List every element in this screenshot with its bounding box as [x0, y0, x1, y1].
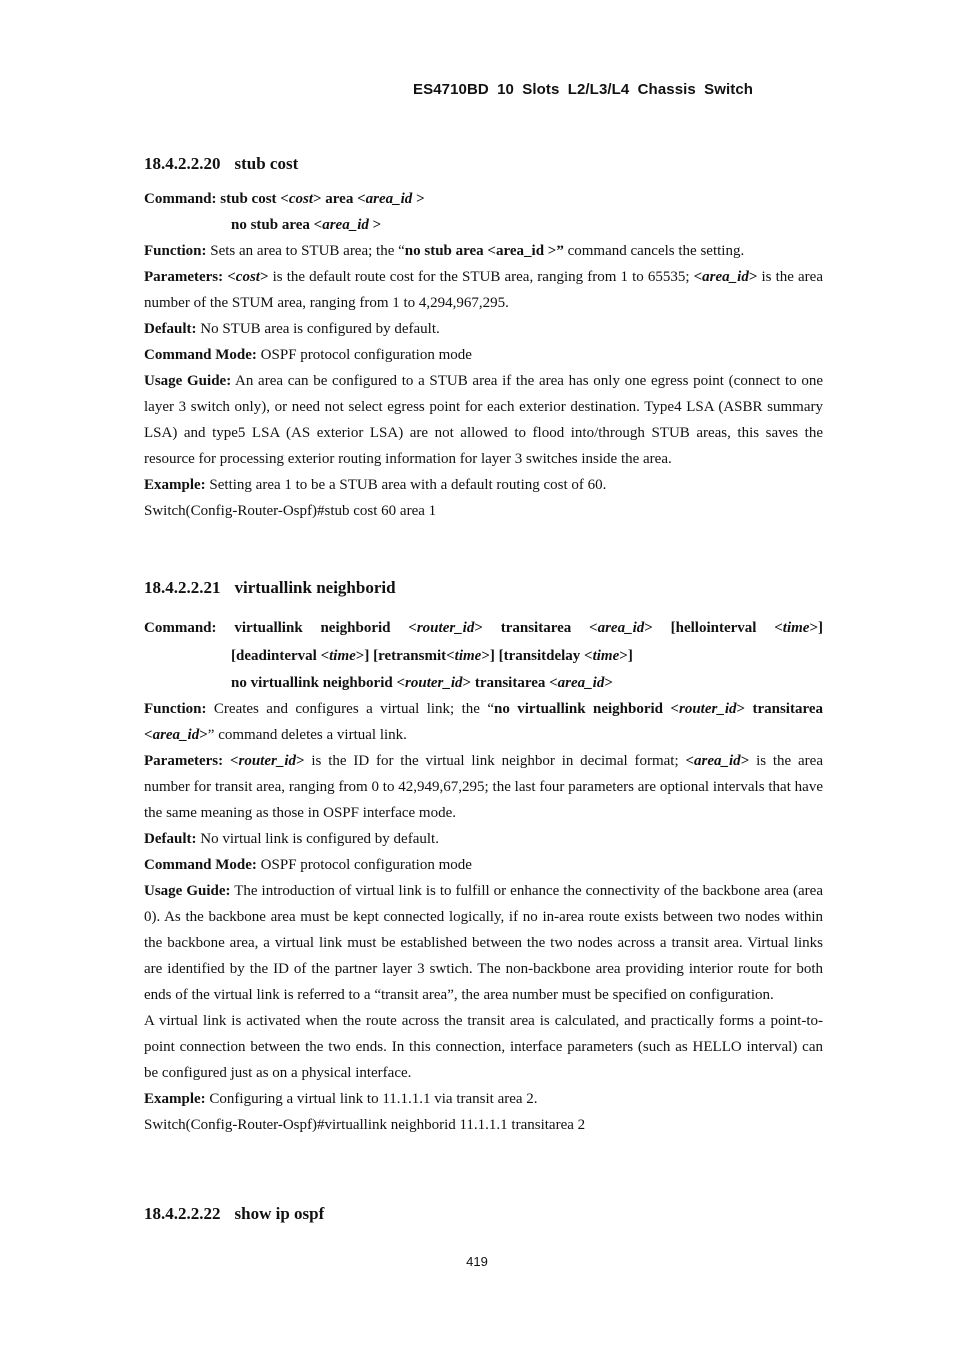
function-paragraph: Function: Creates and configures a virtual link; the “no virtuallink neighborid <router_id> transitarea <area_id>” command deletes a virtual link. [144, 701, 823, 743]
section-number: 18.4.2.2.20 [144, 154, 221, 173]
parameters-paragraph: Parameters: <router_id> is the ID for the virtual link neighbor in decimal format; <area_id> is the area number for transit area, ranging from 0 to 42,949,67,295; the last four parameters are optional intervals that have the same meaning as those in OSPF interface mode. [144, 753, 823, 821]
section-title: show ip ospf [234, 1204, 325, 1223]
example-paragraph: Example: Configuring a virtual link to 11.1.1.1 via transit area 2. [144, 1091, 538, 1107]
default-paragraph: Default: No virtual link is configured by default. [144, 831, 439, 847]
section-body-virtuallink [144, 614, 823, 1138]
usage-guide-continuation: A virtual link is activated when the route across the transit area is calculated, and practically forms a point-to-point connection between the two ends. In this connection, interface parameters (such as HELLO interval) can be configured just as on a physical interface. [144, 1013, 823, 1081]
parameters-paragraph: Parameters: <cost> is the default route cost for the STUB area, ranging from 1 to 65535; <area_id> is the area number of the STUM area, ranging from 1 to 4,294,967,295. [144, 269, 823, 311]
command-mode-paragraph: Command Mode: OSPF protocol configuration mode [144, 347, 472, 363]
command-line-negated: no virtuallink neighborid <router_id> transitarea <area_id> [231, 675, 613, 691]
section-title: virtuallink neighborid [234, 578, 396, 597]
section-heading-virtuallink [144, 578, 396, 598]
function-paragraph: Function: Sets an area to STUB area; the “no stub area <area_id >” command cancels the setting. [144, 243, 745, 259]
section-number: 18.4.2.2.22 [144, 1204, 221, 1223]
usage-guide-paragraph: Usage Guide: An area can be configured to a STUB area if the area has only one egress point (connect to one layer 3 switch only), or need not select egress point for each exterior destination. Type4 LSA (ASBR summary LSA) and type5 LSA (AS exterior LSA) are not allowed to flood into/through STUB areas, this saves the resource for processing exterior routing information for layer 3 switches inside the area. [144, 373, 823, 467]
section-body-stub-cost [144, 186, 823, 524]
command-line: Command: virtuallink neighborid <router_id> transitarea <area_id> [hellointerval <time>] [144, 620, 823, 636]
command-line-negated: no stub area <area_id > [231, 217, 382, 233]
command-line: Command: stub cost <cost> area <area_id > [144, 191, 425, 207]
command-line-options: [deadinterval <time>] [retransmit<time>] [transitdelay <time>] [231, 648, 633, 664]
section-number: 18.4.2.2.21 [144, 578, 221, 597]
usage-guide-paragraph: Usage Guide: The introduction of virtual link is to fulfill or enhance the connectivity of the backbone area (area 0). As the backbone area must be kept connected logically, if no in-area route exists between two nodes within the backbone area, a virtual link must be established between the two nodes across a transit area. Virtual links are identified by the ID of the partner layer 3 swtich. The non-backbone area providing interior route for both ends of the virtual link is referred to a “transit area”, the area number must be specified on configuration. [144, 883, 823, 1003]
example-paragraph: Example: Setting area 1 to be a STUB area with a default routing cost of 60. [144, 477, 607, 493]
example-command: Switch(Config-Router-Ospf)#stub cost 60 area 1 [144, 503, 437, 519]
default-paragraph: Default: No STUB area is configured by default. [144, 321, 440, 337]
page-number: 419 [466, 1254, 488, 1269]
section-heading-stub-cost [144, 154, 298, 174]
section-heading-show-ip-ospf [144, 1204, 324, 1224]
running-header: ES4710BD 10 Slots L2/L3/L4 Chassis Switch [413, 81, 754, 98]
command-mode-paragraph: Command Mode: OSPF protocol configuration mode [144, 857, 472, 873]
example-command: Switch(Config-Router-Ospf)#virtuallink neighborid 11.1.1.1 transitarea 2 [144, 1117, 586, 1133]
section-title: stub cost [234, 154, 299, 173]
